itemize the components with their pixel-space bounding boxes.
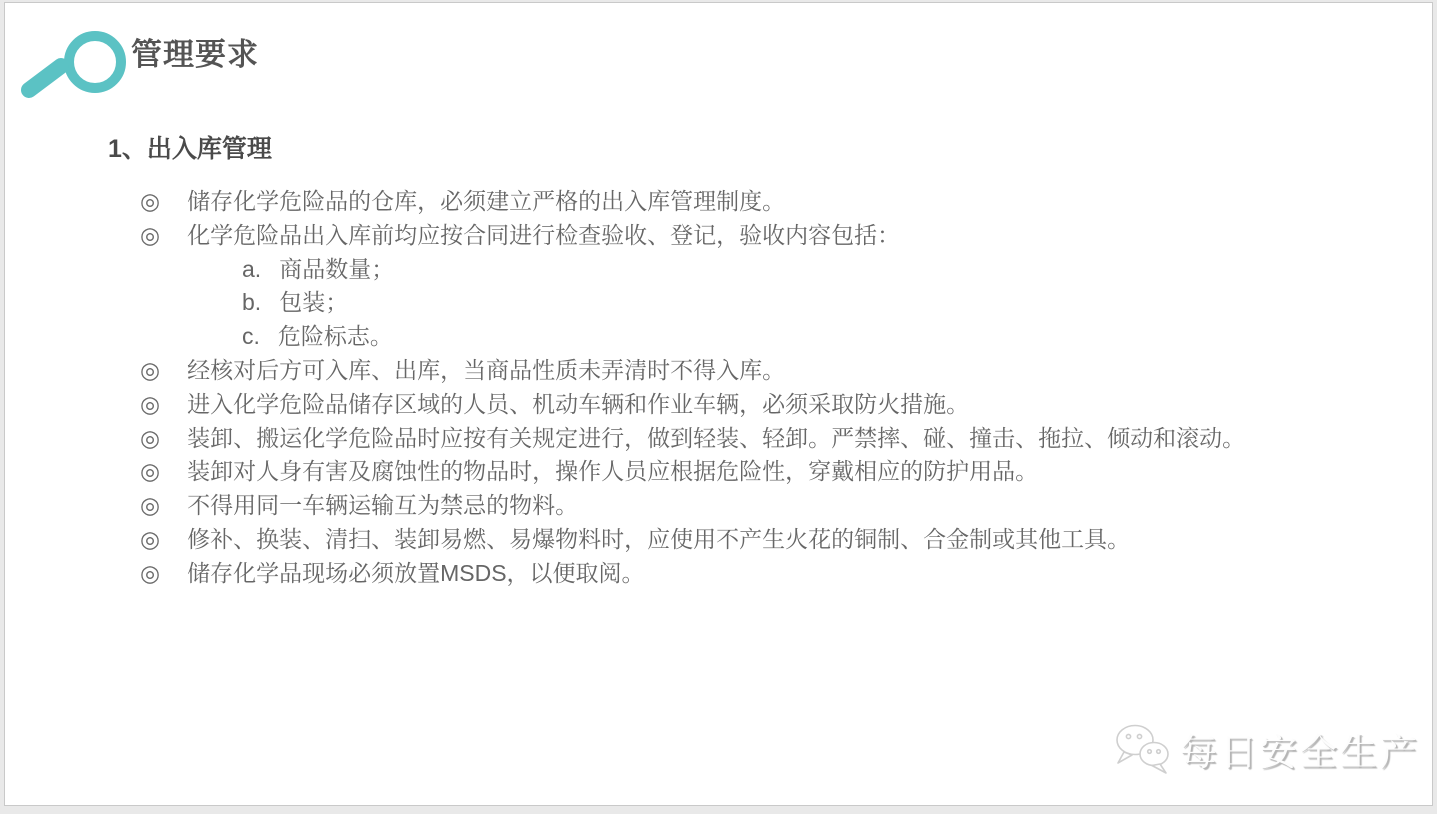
list-item	[134, 422, 1279, 456]
bullet-marker-icon: ◎	[140, 356, 161, 383]
sub-item-label: c.	[242, 323, 260, 350]
list-item	[134, 185, 1279, 219]
sub-item-text: 危险标志。	[277, 323, 393, 350]
sub-item-label: a.	[242, 255, 262, 282]
list-item	[134, 557, 1279, 591]
bullet-marker-icon: ◎	[140, 188, 161, 214]
list-item-text: 装卸对人身有害及腐蚀性的物品时，操作人员应根据危险性，穿戴相应的防护用品。	[187, 458, 1039, 485]
list-item-text: 储存化学危险品的仓库，必须建立严格的出入库管理制度。	[187, 188, 786, 214]
list-item-text: 经核对后方可入库、出库，当商品性质未弄清时不得入库。	[187, 356, 786, 383]
watermark-text: 每日安全生产	[1180, 732, 1420, 773]
sub-item-label: b.	[242, 289, 262, 316]
bullet-marker-icon: ◎	[140, 221, 161, 248]
list-item-text: 不得用同一车辆运输互为禁忌的物料。	[187, 492, 579, 519]
bullet-marker-icon: ◎	[140, 424, 161, 451]
sub-item-text: 商品数量；	[279, 255, 395, 282]
bullet-marker-icon: ◎	[140, 492, 161, 519]
sub-list-item	[134, 253, 1279, 287]
page-title: 管理要求	[131, 37, 259, 72]
watermark	[1110, 721, 1420, 777]
bullet-marker-icon: ◎	[140, 559, 161, 586]
list-item-text: 储存化学品现场必须放置MSDS，以便取阅。	[187, 559, 645, 586]
list-item-text: 化学危险品出入库前均应按合同进行检查验收、登记，验收内容包括：	[187, 221, 901, 248]
list-item	[134, 388, 1279, 422]
list-item	[134, 354, 1279, 388]
list-item	[134, 489, 1279, 523]
bullet-marker-icon: ◎	[140, 458, 161, 485]
list-item	[134, 455, 1279, 489]
sub-list-item	[134, 286, 1279, 320]
section-heading: 1、出入库管理	[108, 135, 272, 163]
bullet-list	[134, 185, 1279, 591]
list-item-text: 修补、换装、清扫、装卸易燃、易爆物料时，应使用不产生火花的铜制、合金制或其他工具。	[187, 525, 1131, 552]
slide-page	[4, 2, 1433, 806]
list-item-text: 进入化学危险品储存区域的人员、机动车辆和作业车辆，必须采取防火措施。	[187, 390, 970, 417]
sub-item-text: 包装；	[279, 289, 349, 316]
list-item	[134, 523, 1279, 557]
list-item	[134, 219, 1279, 253]
list-item-text: 装卸、搬运化学危险品时应按有关规定进行，做到轻装、轻卸。严禁摔、碰、撞击、拖拉、倾动和滚动。	[187, 424, 1246, 451]
magnifier-icon	[17, 17, 137, 109]
bullet-marker-icon: ◎	[140, 525, 161, 552]
sub-list-item	[134, 320, 1279, 354]
wechat-logo-icon	[1110, 721, 1174, 777]
bullet-marker-icon: ◎	[140, 390, 161, 417]
